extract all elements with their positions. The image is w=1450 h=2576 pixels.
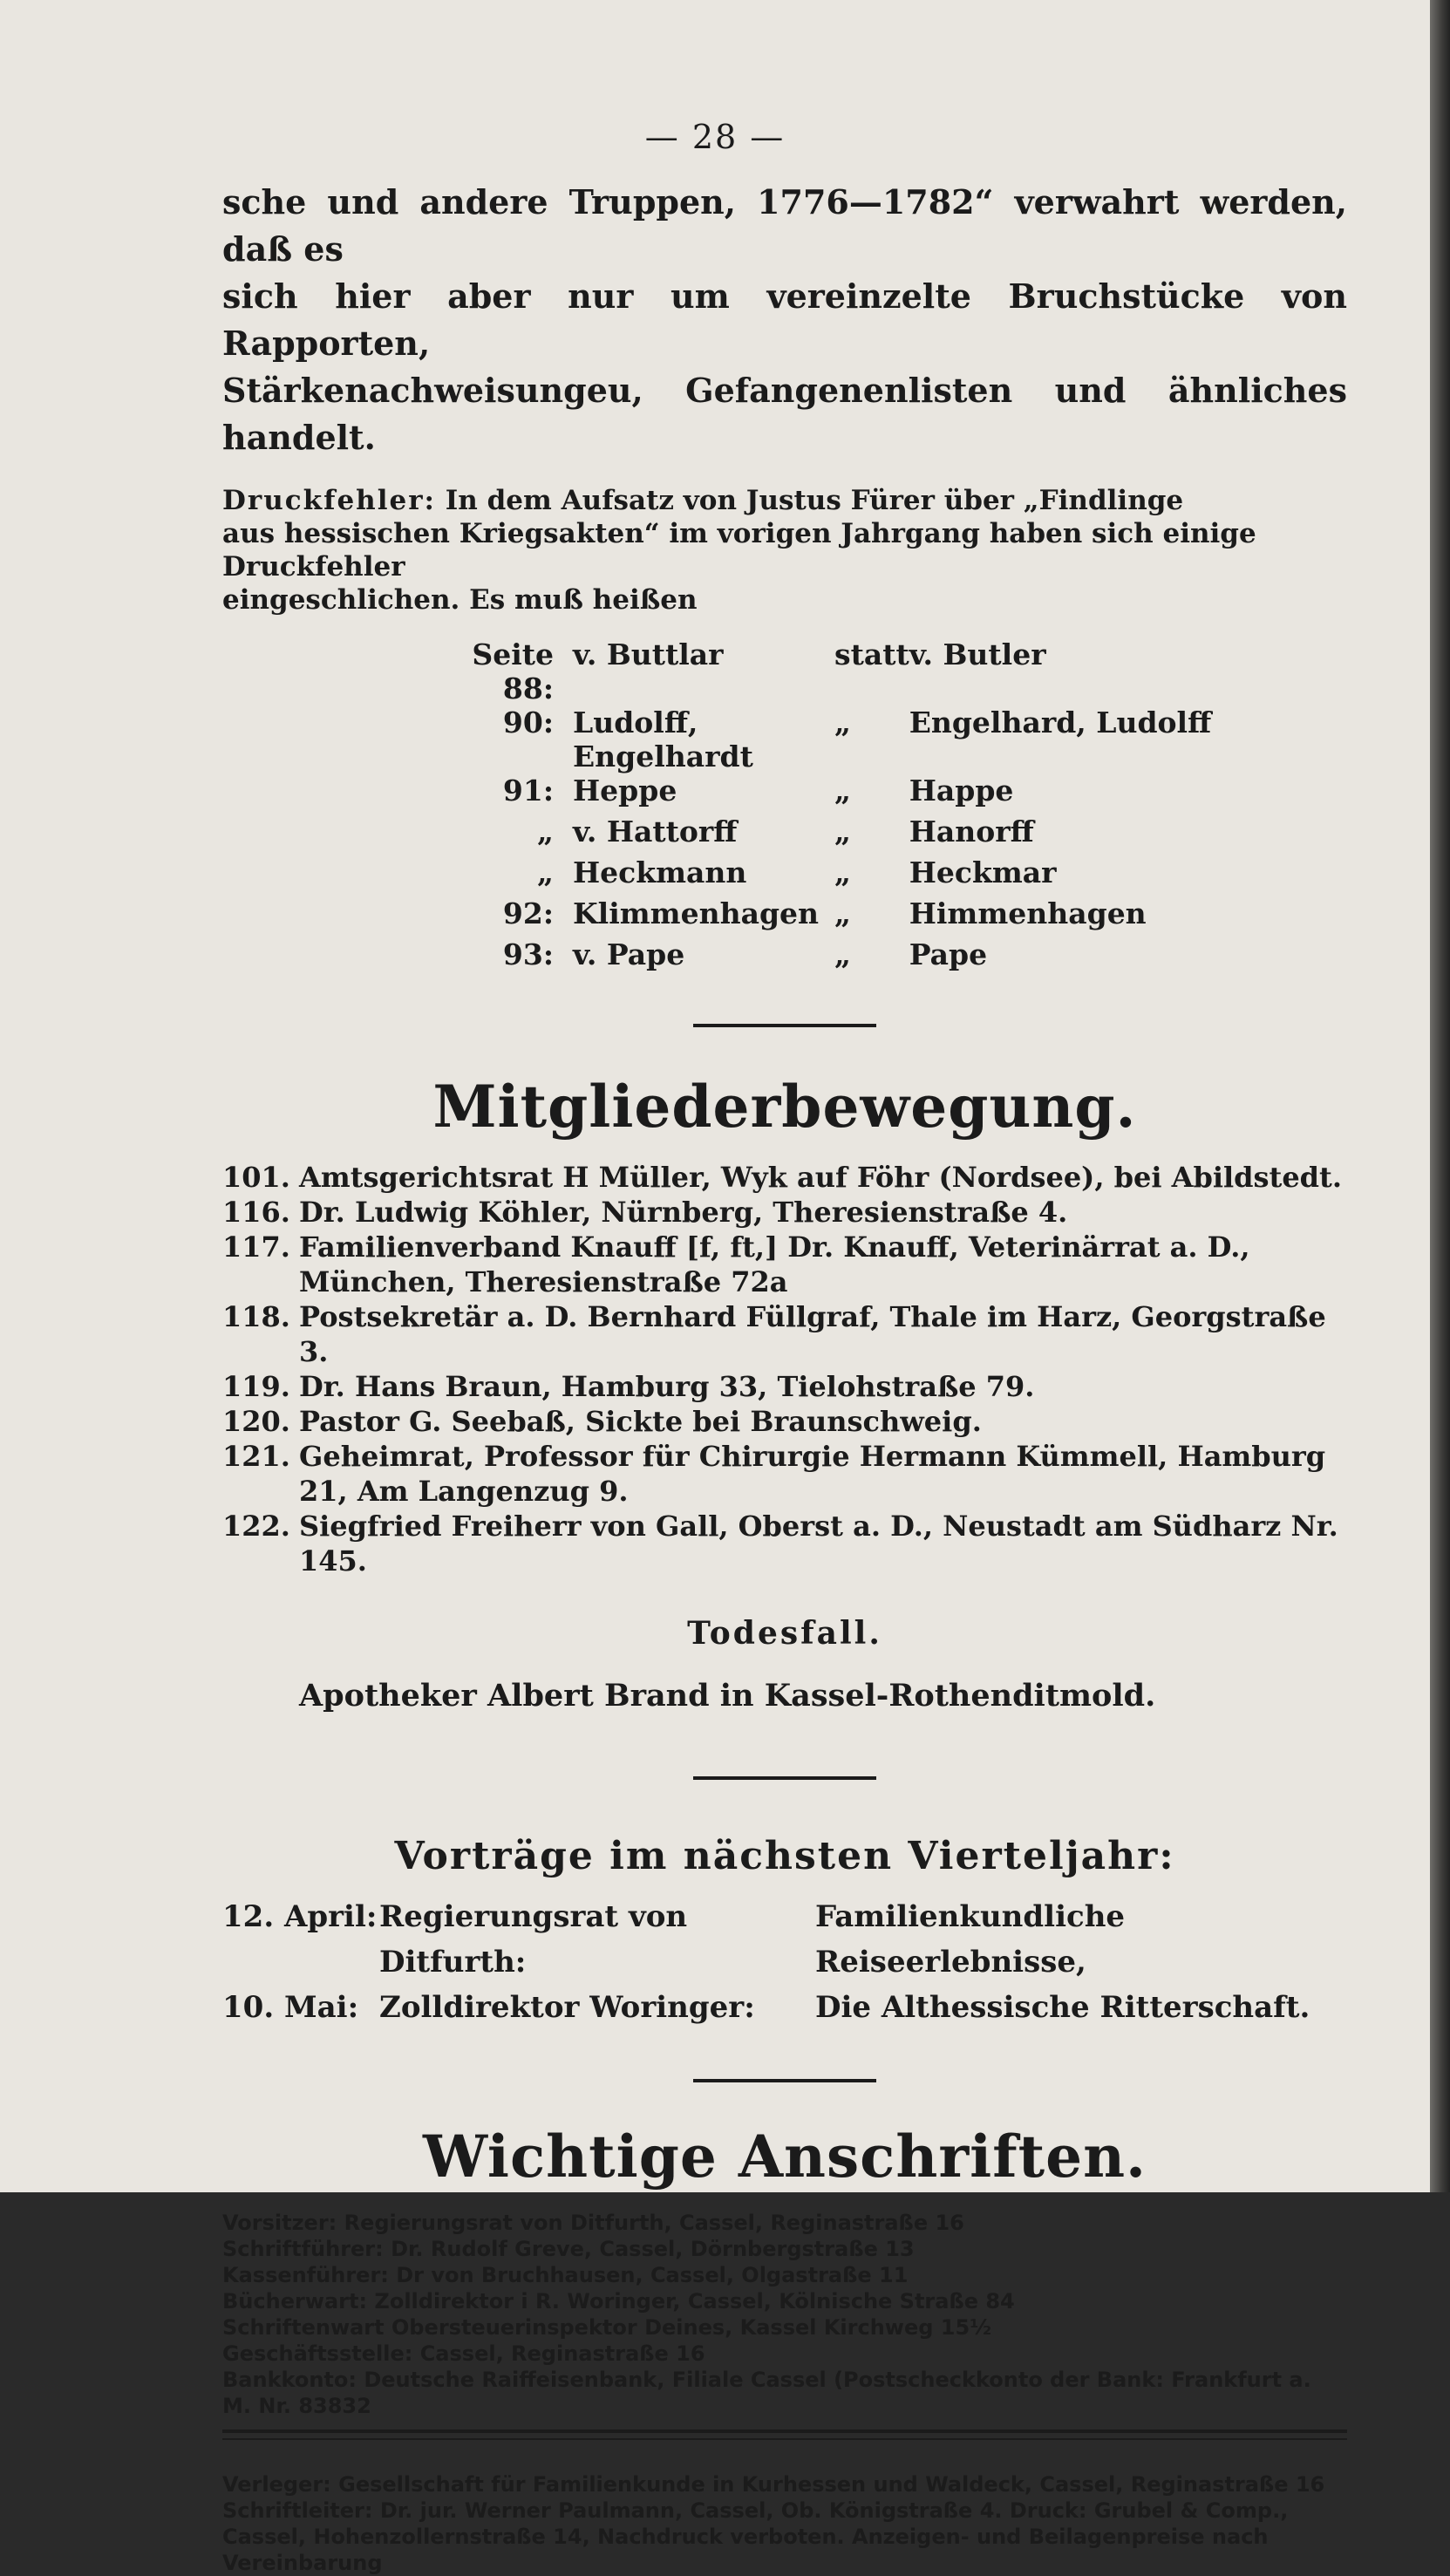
errata-wrong: v. Pape [573,937,685,971]
errata-mark: „ [834,705,851,739]
address-line: Bücherwart: Zolldirektor i R. Woringer, Cassel, Kölnische Straße 84 [222,2289,1015,2314]
address-line: Kassenführer: Dr von Bruchhausen, Cassel, Olgastraße 11 [222,2263,909,2287]
member-number: 121. [222,1440,290,1473]
errata-row [423,637,1211,705]
text-line: sich hier aber nur um vereinzelte Bruchstücke von Rapporten, [222,276,1347,363]
errata-mark: „ [834,773,851,808]
list-item [222,1369,1347,1404]
text-line: sche und andere Truppen, 1776—1782“ verwahrt werden, daß es [222,182,1347,269]
list-item [222,1404,1347,1439]
talk-speaker: Zolldirektor Woringer: [379,1990,755,2025]
errata-page: Seite 88: [472,637,554,705]
errata-row [423,896,1211,937]
page-number: — 28 — [644,118,786,156]
errata-wrong: v. Buttlar [573,637,724,671]
errata-right: Hanorff [909,814,1034,848]
errata-mark: „ [834,896,851,930]
address-line: Schriftenwart Obersteuerinspektor Deines, Kassel Kirchweg 15½ [222,2315,992,2340]
errata-wrong: Heckmann [573,855,747,889]
errata-mark: „ [834,855,851,889]
imprint-line: Cassel, Hohenzollernstraße 14, Nachdruck verboten. Anzeigen- und Beilagenpreise nach Vereinbarung [222,2525,1269,2575]
list-item [222,1894,1347,1985]
errata-right: Himmenhagen [909,896,1147,930]
errata-page: 91: [502,773,554,808]
errata-row [423,855,1211,896]
member-text: Postsekretär a. D. Bernhard Füllgraf, Thale im Harz, Georgstraße 3. [299,1300,1326,1368]
book-spine [1430,0,1450,2192]
errata-page: 93: [502,937,554,971]
member-text: Geheimrat, Professor für Chirurgie Hermann Kümmell, Hamburg 21, Am Langenzug 9. [299,1440,1326,1508]
errata-right: v. Butler [909,637,1046,671]
addresses-list [222,2210,1347,2419]
errata-mark: statt [834,637,909,671]
death-heading: Todesfall. [687,1615,882,1652]
address-line: Geschäftsstelle: Cassel, Reginastraße 16 [222,2341,705,2366]
errata-page: „ [537,855,554,889]
member-text: Siegfried Freiherr von Gall, Oberst a. D., Neustadt am Südharz Nr. 145. [299,1509,1338,1578]
talk-title: Familienkundliche Reiseerlebnisse, [815,1899,1126,1980]
errata-wrong: Ludolff, Engelhardt [573,705,753,773]
list-item [222,1509,1347,1578]
addresses-heading: Wichtige Anschriften. [422,2123,1147,2191]
errata-row [423,705,1211,773]
talk-speaker: Regierungsrat von Ditfurth: [379,1899,688,1980]
address-line: Bankkonto: Deutsche Raiffeisenbank, Filiale Cassel (Postscheckkonto der Bank: Frankfurt a. M. Nr. 83832 [222,2368,1311,2418]
errata-page: 90: [502,705,554,739]
text-line: eingeschlichen. Es muß heißen [222,584,698,616]
talk-date: 12. April: [222,1899,378,1934]
errata-right: Engelhard, Ludolff [909,705,1212,739]
errata-lead: Druckfehler: [222,485,436,516]
errata-table [423,637,1211,978]
errata-wrong: v. Hattorff [573,814,738,848]
member-number: 120. [222,1405,290,1438]
member-text: Dr. Hans Braun, Hamburg 33, Tielohstraße 79. [299,1370,1035,1403]
list-item [222,1299,1347,1369]
list-item [222,1195,1347,1230]
list-item [222,1160,1347,1195]
publisher-imprint [222,2471,1347,2576]
text-line [222,484,1347,517]
member-number: 117. [222,1230,290,1264]
member-text: Pastor G. Seebaß, Sickte bei Braunschweig. [299,1405,982,1438]
members-list [222,1160,1347,1578]
talks-heading: Vorträge im nächsten Vierteljahr: [394,1834,1175,1878]
errata-intro [222,484,1347,617]
errata-wrong: Klimmenhagen [573,896,820,930]
member-number: 118. [222,1300,290,1333]
errata-row [423,937,1211,978]
list-item [222,1985,1347,2030]
list-item [222,1439,1347,1509]
death-notice: Apotheker Albert Brand in Kassel-Rothenditmold. [299,1678,1156,1714]
members-heading: Mitgliederbewegung. [432,1073,1137,1141]
intro-paragraph [222,179,1347,461]
errata-page: 92: [502,896,554,930]
content [222,179,1347,2576]
member-text: Familienverband Knauff [f, ft,] Dr. Knauff, Veterinärrat a. D., München, Theresienstraße 72a [299,1230,1250,1298]
errata-row [423,814,1211,855]
imprint-line: Schriftleiter: Dr. jur. Werner Paulmann, Cassel, Ob. Königstraße 4. Druck: Grubel & Comp., [222,2498,1289,2523]
address-line: Vorsitzer: Regierungsrat von Ditfurth, Cassel, Reginastraße 16 [222,2211,964,2235]
errata-right: Heckmar [909,855,1057,889]
member-number: 119. [222,1370,290,1403]
errata-page: „ [537,814,554,848]
errata-right: Pape [909,937,988,971]
errata-mark: „ [834,937,851,971]
errata-right: Happe [909,773,1014,808]
address-line: Schriftführer: Dr. Rudolf Greve, Cassel, Dörnbergstraße 13 [222,2237,915,2261]
imprint-line: Verleger: Gesellschaft für Familienkunde in Kurhessen und Waldeck, Cassel, Reginastraße 16 [222,2472,1325,2497]
member-number: 122. [222,1509,290,1543]
errata-mark: „ [834,814,851,848]
member-text: Amtsgerichtsrat H Müller, Wyk auf Föhr (Nordsee), bei Abildstedt. [299,1161,1342,1194]
double-divider [222,2429,1347,2440]
errata-row [423,773,1211,814]
member-text: Dr. Ludwig Köhler, Nürnberg, Theresienstraße 4. [299,1196,1068,1229]
member-number: 116. [222,1196,290,1229]
talk-date: 10. Mai: [222,1990,359,2025]
text-line: aus hessischen Kriegsakten“ im vorigen Jahrgang haben sich einige Druckfehler [222,518,1256,583]
member-number: 101. [222,1161,290,1194]
errata-text: In dem Aufsatz von Justus Fürer über „Findlinge [435,485,1184,516]
text-line: Stärkenachweisungeu, Gefangenenlisten und ähnliches handelt. [222,371,1347,457]
list-item [222,1230,1347,1299]
errata-wrong: Heppe [573,773,677,808]
talk-title: Die Althessische Ritterschaft. [815,1990,1310,2025]
